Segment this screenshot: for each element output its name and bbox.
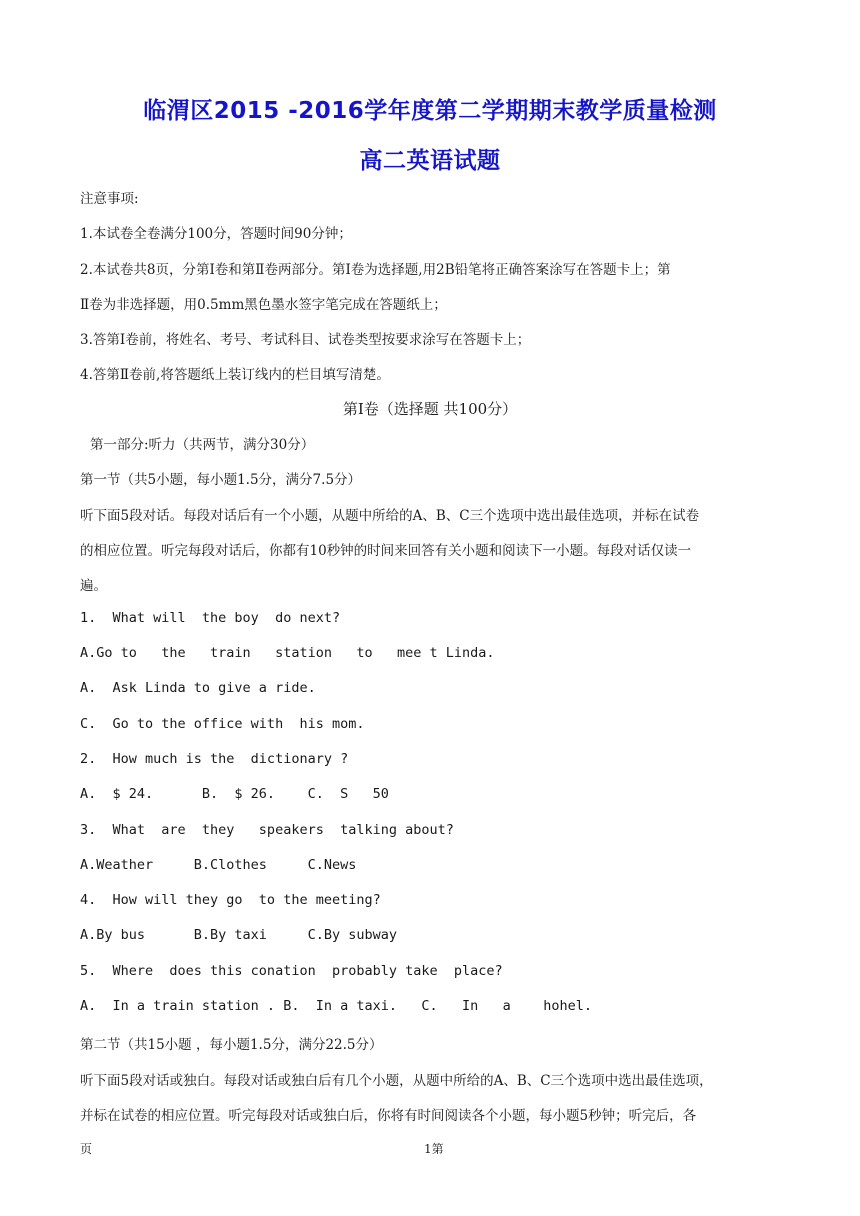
section-heading: 第二节（共15小题 ，每小题1.5分，满分22.5分） (80, 1037, 383, 1053)
notice-item: Ⅱ卷为非选择题，用0.5mm黑色墨水签字笔完成在答题纸上； (80, 297, 447, 313)
instruction-line: 的相应位置。听完每段对话后，你都有10秒钟的时间来回答有关小题和阅读下一小题。每段对话仅读一 (80, 543, 692, 559)
question-line: 4. How will they go to the meeting? (80, 892, 381, 908)
question-line: 5. Where does this conation probably take place? (80, 963, 503, 979)
volume-heading: 第Ⅰ卷（选择题 共100分） (342, 400, 518, 418)
instruction-line: 听下面5段对话或独白。每段对话或独白后有几个小题，从题中所给的A、B、C三个选项中选出最佳选项， (80, 1073, 713, 1089)
exam-title: 临渭区2015 -2016学年度第二学期期末教学质量检测 (143, 98, 717, 124)
notice-heading: 注意事项: (80, 191, 139, 207)
option-line: A. $ 24. B. $ 26. C. S 50 (80, 786, 389, 802)
notice-item: 3.答第Ⅰ卷前，将姓名、考号、考试科目、试卷类型按要求涂写在答题卡上； (80, 332, 531, 348)
notice-item: 2.本试卷共8页，分第Ⅰ卷和第Ⅱ卷两部分。第Ⅰ卷为选择题,用2B铅笔将正确答案涂写在答题卡上；第 (80, 262, 671, 278)
option-line: A.Weather B.Clothes C.News (80, 857, 357, 873)
instruction-line: 并标在试卷的相应位置。听完每段对话或独白后，你将有时间阅读各个小题，每小题5秒钟；听完后，各 (80, 1108, 697, 1124)
notice-item: 1.本试卷全卷满分100分，答题时间90分钟； (80, 226, 352, 242)
page-number: 1第 (424, 1142, 444, 1156)
option-line: C. Go to the office with his mom. (80, 716, 365, 732)
question-line: 3. What are they speakers talking about? (80, 822, 454, 838)
option-line: A. In a train station . B. In a taxi. C. In a hohel. (80, 998, 593, 1014)
instruction-line: 遍。 (80, 578, 107, 594)
footer-left: 页 (80, 1142, 93, 1156)
option-line: A.By bus B.By taxi C.By subway (80, 927, 397, 943)
part-heading: 第一部分:听力（共两节，满分30分） (90, 437, 315, 453)
question-line: 2. How much is the dictionary ? (80, 751, 349, 767)
option-line: A. Ask Linda to give a ride. (80, 680, 316, 696)
section-heading: 第一节（共5小题，每小题1.5分，满分7.5分） (80, 472, 362, 488)
question-line: 1. What will the boy do next? (80, 610, 341, 626)
option-line: A.Go to the train station to mee t Linda. (80, 645, 495, 661)
instruction-line: 听下面5段对话。每段对话后有一个小题，从题中所给的A、B、C三个选项中选出最佳选项，并标在试卷 (80, 508, 700, 524)
exam-subtitle: 高二英语试题 (359, 148, 501, 174)
notice-item: 4.答第Ⅱ卷前,将答题纸上装订线内的栏目填写清楚。 (80, 367, 390, 383)
